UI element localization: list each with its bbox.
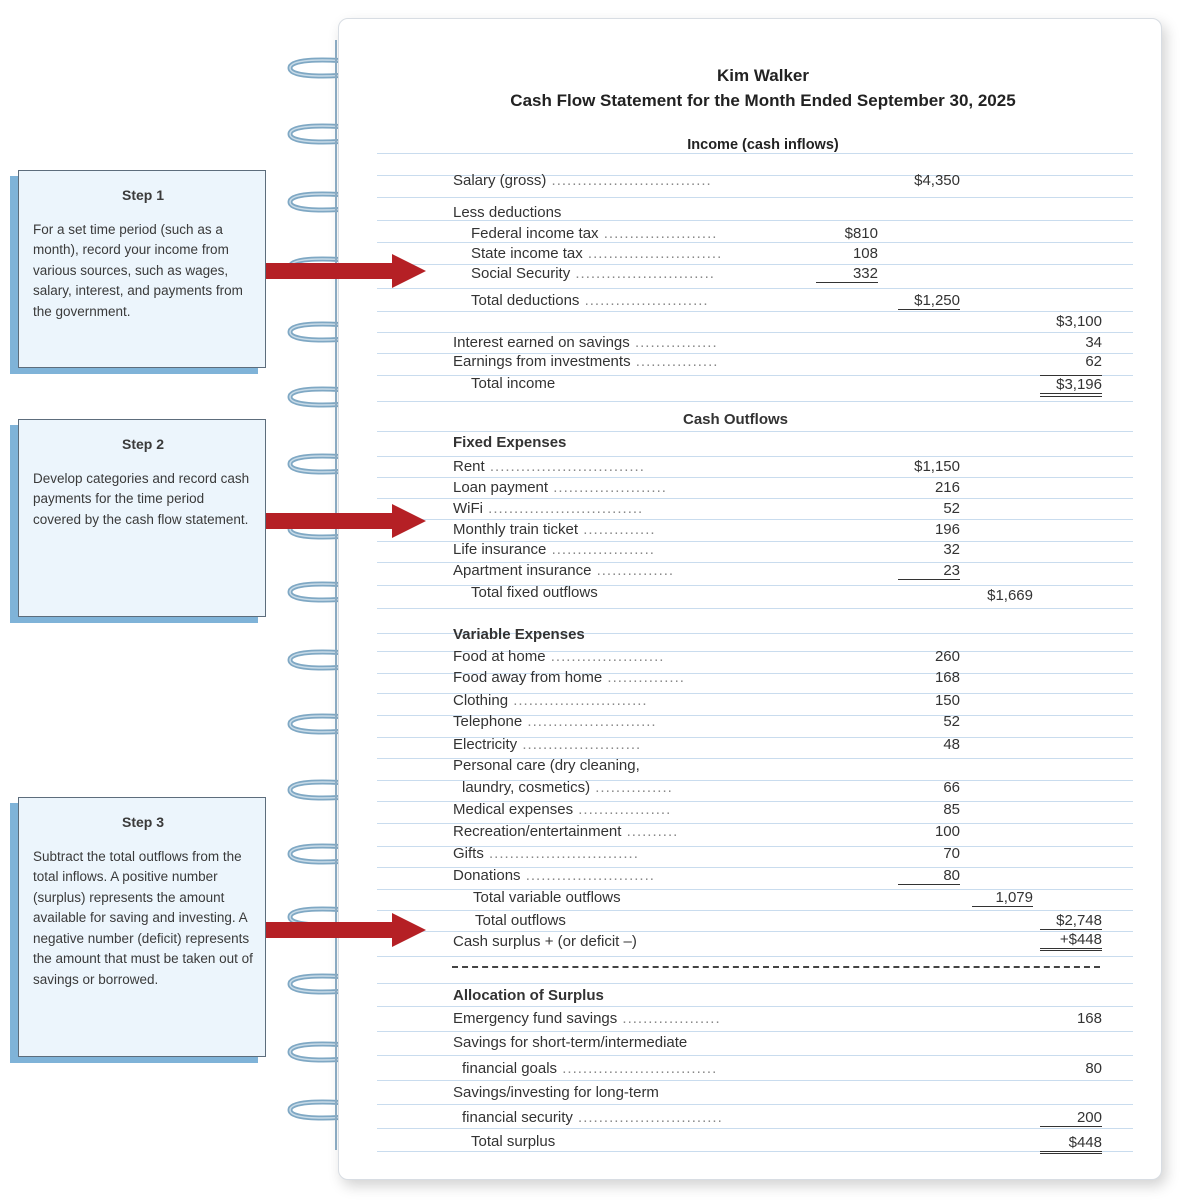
step-1-box <box>18 170 266 368</box>
variable-expense-value: 168 <box>934 669 960 686</box>
total-income-value: $3,196 <box>1040 375 1102 394</box>
fixed-expense-row: Life insurance .................... <box>453 541 655 558</box>
notebook-page <box>338 18 1162 1180</box>
total-variable-value: 1,079 <box>972 889 1033 907</box>
ruled-line <box>377 1151 1133 1152</box>
ruled-line <box>377 608 1133 609</box>
total-deductions-value: $1,250 <box>898 292 960 310</box>
fixed-expense-value: 216 <box>934 479 960 496</box>
total-income-double-rule <box>1040 396 1102 397</box>
total-fixed-label: Total fixed outflows <box>471 584 598 601</box>
ruled-line <box>377 332 1133 333</box>
total-surplus-label: Total surplus <box>471 1133 556 1150</box>
fixed-expense-value: $1,150 <box>914 458 960 475</box>
step-1-arrow-icon <box>266 254 426 288</box>
net-pay-value: $3,100 <box>1056 313 1102 330</box>
variable-expense-value: 48 <box>943 736 960 753</box>
variable-expense-row: Clothing .......................... <box>453 692 648 709</box>
variable-expense-row: Food away from home ............... <box>453 669 685 686</box>
ruled-line <box>377 197 1133 198</box>
deduction-row: State income tax .......................... <box>471 245 723 262</box>
deduction-row: Federal income tax ...................... <box>471 225 718 242</box>
step-1-title: Step 1 <box>121 187 164 203</box>
step-2-box <box>18 419 266 617</box>
variable-expense-value: 100 <box>934 823 960 840</box>
allocation-row: Savings for short-term/intermediate <box>453 1034 688 1051</box>
ruled-line <box>377 1031 1133 1032</box>
step-3-title: Step 3 <box>121 814 164 830</box>
deduction-value: 108 <box>852 245 878 262</box>
ruled-line <box>377 1055 1133 1056</box>
fixed-expense-row: Apartment insurance ............... <box>453 562 675 579</box>
cash-surplus-label: Cash surplus + (or deficit –) <box>453 933 637 950</box>
allocation-row: financial security ............................ <box>462 1109 723 1126</box>
fixed-expense-row: Loan payment ...................... <box>453 479 667 496</box>
ruled-line <box>377 242 1133 243</box>
statement-title: Cash Flow Statement for the Month Ended September 30, 2025 <box>510 91 1016 110</box>
cash-surplus-value: +$448 <box>1040 931 1102 951</box>
variable-expense-value: 260 <box>934 648 960 665</box>
total-deductions-label: Total deductions ........................ <box>471 292 709 309</box>
ruled-line <box>377 498 1133 499</box>
salary-label: Salary (gross) ............................... <box>453 172 712 189</box>
less-deductions-label: Less deductions <box>453 204 562 221</box>
ruled-line <box>377 1080 1133 1081</box>
fixed-expense-value: 196 <box>934 521 960 538</box>
total-outflows-value: $2,748 <box>1040 912 1102 930</box>
total-income-label: Total income <box>471 375 556 392</box>
ruled-line <box>377 288 1133 289</box>
fixed-expense-row: WiFi .............................. <box>453 500 644 517</box>
ruled-line <box>377 477 1133 478</box>
variable-expense-value: 80 <box>898 867 960 885</box>
variable-expense-row: Recreation/entertainment .......... <box>453 823 679 840</box>
variable-expense-value: 85 <box>943 801 960 818</box>
fixed-expense-value: 52 <box>943 500 960 517</box>
ruled-line <box>377 519 1133 520</box>
ruled-line <box>377 956 1133 957</box>
variable-expense-row: Electricity ....................... <box>453 736 642 753</box>
salary-value: $4,350 <box>914 172 960 189</box>
fixed-expenses-heading: Fixed Expenses <box>453 434 567 451</box>
step-3-arrow-icon <box>266 913 426 947</box>
spiral-spine <box>335 40 337 1150</box>
variable-expense-value: 52 <box>943 713 960 730</box>
allocation-heading: Allocation of Surplus <box>453 987 604 1004</box>
variable-expense-row: Personal care (dry cleaning, <box>453 757 640 774</box>
variable-expense-row: Food at home ...................... <box>453 648 665 665</box>
fixed-expense-row: Rent .............................. <box>453 458 645 475</box>
ruled-line <box>377 1006 1133 1007</box>
other-income-value: 34 <box>1085 334 1102 351</box>
variable-expenses-heading: Variable Expenses <box>453 626 585 643</box>
total-outflows-label: Total outflows <box>475 912 566 929</box>
deduction-value: 332 <box>816 265 878 283</box>
step-3-box <box>18 797 266 1057</box>
allocation-row: financial goals .............................. <box>462 1060 718 1077</box>
ruled-line <box>377 910 1133 911</box>
ruled-line <box>377 153 1133 154</box>
ruled-line <box>377 401 1133 402</box>
ruled-line <box>377 456 1133 457</box>
step-2-arrow-icon <box>266 504 426 538</box>
allocation-value: 80 <box>1085 1060 1102 1077</box>
variable-expense-row: Donations ......................... <box>453 867 655 884</box>
total-variable-label: Total variable outflows <box>473 889 621 906</box>
step-2-title: Step 2 <box>121 436 164 452</box>
allocation-row: Emergency fund savings ................... <box>453 1010 721 1027</box>
step-2-text: Develop categories and record cash payments for the time period covered by the cash flow statement. <box>33 470 250 527</box>
outflows-section-heading: Cash Outflows <box>683 411 789 428</box>
ruled-line <box>377 983 1133 984</box>
variable-expense-row: laundry, cosmetics) ............... <box>462 779 673 796</box>
deduction-row: Social Security ........................... <box>471 265 715 282</box>
variable-expense-value: 66 <box>943 779 960 796</box>
fixed-expense-value: 23 <box>898 562 960 580</box>
other-income-row: Earnings from investments ................ <box>453 353 719 370</box>
statement-owner: Kim Walker <box>717 66 809 85</box>
variable-expense-row: Medical expenses .................. <box>453 801 672 818</box>
ruled-line <box>377 1128 1133 1129</box>
fixed-expense-row: Monthly train ticket .............. <box>453 521 656 538</box>
ruled-line <box>377 1104 1133 1105</box>
fixed-expense-value: 32 <box>943 541 960 558</box>
step-1-text: For a set time period (such as a month), record your income from various sources, such as wages, salary, interest, and payments from the government. <box>33 221 243 319</box>
dashed-separator <box>452 966 1100 968</box>
ruled-line <box>377 931 1133 932</box>
step-3-text: Subtract the total outflows from the total inflows. A positive number (surplus) represents the amount available for saving and investing. A negative number (deficit) represents the amount that must be taken out of savings or borrowed. <box>33 848 253 987</box>
variable-expense-value: 70 <box>943 845 960 862</box>
other-income-value: 62 <box>1085 353 1102 370</box>
allocation-row: Savings/investing for long-term <box>453 1084 659 1101</box>
variable-expense-row: Telephone ......................... <box>453 713 657 730</box>
ruled-line <box>377 311 1133 312</box>
total-surplus-value: $448 <box>1040 1134 1102 1154</box>
allocation-value: 168 <box>1076 1010 1102 1027</box>
variable-expense-value: 150 <box>934 692 960 709</box>
ruled-line <box>377 431 1133 432</box>
income-section-heading: Income (cash inflows) <box>687 137 839 153</box>
deduction-value: $810 <box>844 225 878 242</box>
variable-expense-row: Gifts ............................. <box>453 845 639 862</box>
total-fixed-value: $1,669 <box>987 587 1033 604</box>
other-income-row: Interest earned on savings ................ <box>453 334 718 351</box>
allocation-value: 200 <box>1040 1109 1102 1127</box>
